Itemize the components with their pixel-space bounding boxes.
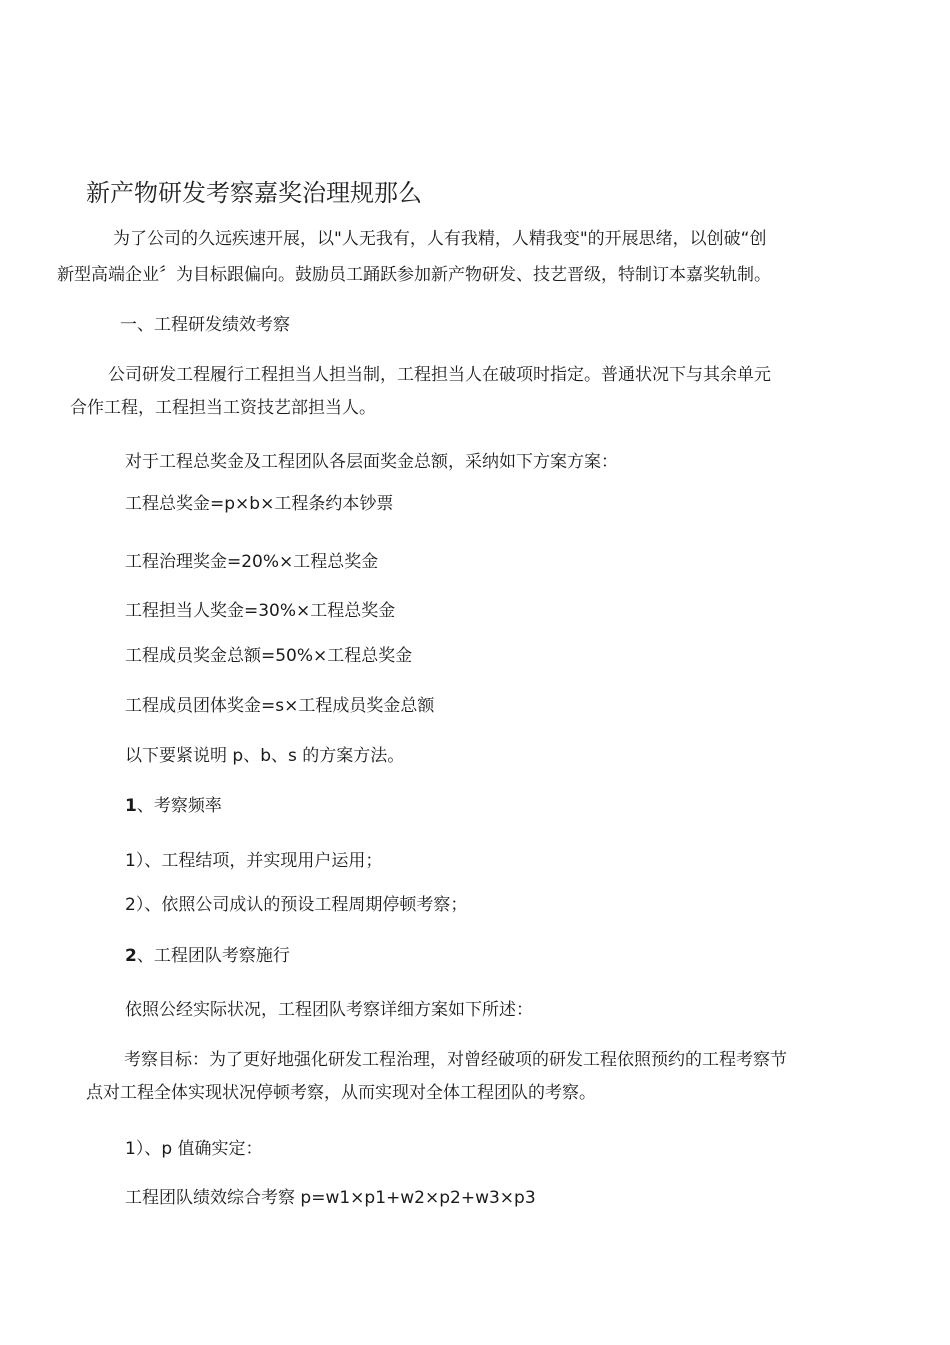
subsection-heading-1 <box>125 795 222 817</box>
subsection-label: 、工程团队考察施行 <box>136 946 290 966</box>
formula-intro: 对于工程总奖金及工程团队各层面奖金总额，采纳如下方案方案： <box>125 452 618 472</box>
intro-line-1: 为了公司的久远疾速开展，以"人无我有，人有我精，人精我变"的开展思绪，以创破“创 <box>113 229 767 249</box>
subsection-heading-2 <box>125 945 290 967</box>
formula-total-bonus: 工程总奖金=p×b×工程条约本钞票 <box>125 494 394 514</box>
document-title: 新产物研发考察嘉奖治理规那么 <box>86 179 422 207</box>
subsection-number: 2 <box>125 946 137 966</box>
section1-para-line-1: 公司研发工程履行工程担当人担当制，工程担当人在破项时指定。普通状况下与其余单元 <box>108 365 771 385</box>
explain-text: 以下要紧说明 p、b、s 的方案方法。 <box>125 746 405 766</box>
section-heading-1: 一、工程研发绩效考察 <box>120 315 290 335</box>
sub2-para: 依照公经实际状况，工程团队考察详细方案如下所述： <box>125 1000 533 1020</box>
section1-para-line-2: 合作工程，工程担当工资技艺部担当人。 <box>70 398 376 418</box>
subsection-label: 、考察频率 <box>136 796 222 816</box>
list-item: 2）、依照公司成认的预设工程周期停顿考察； <box>125 895 468 915</box>
list-item: 1）、工程结项，并实现用户运用； <box>125 851 383 871</box>
formula-member-individual: 工程成员团体奖金=s×工程成员奖金总额 <box>125 696 435 716</box>
goal-line-2: 点对工程全体实现状况停顿考察，从而实现对全体工程团队的考察。 <box>86 1083 596 1103</box>
formula-member-total: 工程成员奖金总额=50%×工程总奖金 <box>125 646 413 666</box>
p-value-formula: 工程团队绩效综合考察 p=w1×p1+w2×p2+w3×p3 <box>125 1188 536 1208</box>
p-value-heading: 1）、p 值确实定： <box>125 1139 263 1159</box>
subsection-number: 1 <box>125 796 137 816</box>
formula-owner-bonus: 工程担当人奖金=30%×工程总奖金 <box>125 601 396 621</box>
formula-management-bonus: 工程治理奖金=20%×工程总奖金 <box>125 552 379 572</box>
intro-line-2: 新型高端企业〞为目标跟偏向。鼓励员工踊跃参加新产物研发、技艺晋级，特制订本嘉奖轨制。 <box>57 265 771 285</box>
goal-line-1: 考察目标：为了更好地强化研发工程治理，对曾经破项的研发工程依照预约的工程考察节 <box>124 1050 787 1070</box>
